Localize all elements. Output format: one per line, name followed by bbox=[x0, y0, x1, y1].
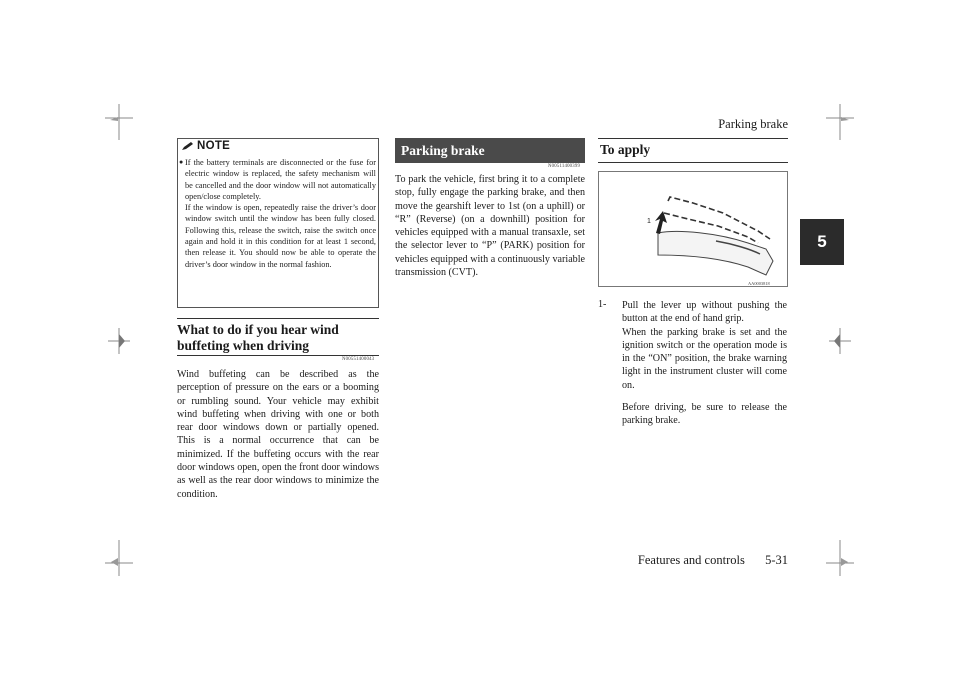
chapter-tab: 5 bbox=[800, 219, 844, 265]
parking-section-ref: N00511400399 bbox=[548, 164, 581, 169]
step-number: 1- bbox=[598, 299, 607, 310]
parking-lever-illustration bbox=[598, 171, 788, 287]
wind-section-heading: What to do if you hear wind buffeting when driving bbox=[177, 318, 379, 356]
note-label bbox=[181, 140, 230, 152]
running-footer bbox=[638, 553, 788, 568]
step-instruction: Pull the lever up without pushing the button at the end of hand grip. bbox=[622, 300, 787, 325]
parking-section-heading: Parking brake bbox=[395, 138, 585, 163]
note-paragraph: If the battery terminals are disconnected or the fuse for electric window is replaced, the safety mechanism will be cancelled and the door window will not automatically open/close completely. bbox=[185, 158, 376, 201]
figure-code: AA0003818 bbox=[748, 281, 770, 286]
note-text bbox=[179, 157, 376, 270]
pencil-icon bbox=[181, 141, 195, 151]
page-number: 5-31 bbox=[765, 553, 788, 567]
parking-section-body: To park the vehicle, first bring it to a complete stop, fully engage the parking brake, and then move the gearshift lever to 1st (on a uphill) or “R” (Reverse) (on a downhill) position for vehicles equipped with a manual transaxle, set the selector lever to “P” (PARK) position for vehicles equipped with a continuously variable transmission (CVT). bbox=[395, 174, 585, 279]
figure-callout: 1 bbox=[647, 218, 651, 225]
note-label-text: NOTE bbox=[197, 140, 231, 152]
step-text bbox=[622, 299, 787, 428]
step-caution: Before driving, be sure to release the parking brake. bbox=[622, 402, 787, 427]
wind-section-ref: N00551400043 bbox=[342, 357, 375, 362]
apply-section-heading: To apply bbox=[598, 138, 788, 163]
bullet-icon: ● bbox=[179, 158, 184, 166]
note-paragraph: If the window is open, repeatedly raise the driver’s door window switch until the window has been fully closed. Following this, release the switch, raise the switch once again and hold it in this condition for at least 1 second, then release it. You should now be able to operate the driver’s door window in the normal fashion. bbox=[185, 203, 376, 269]
wind-section-body: Wind buffeting can be described as the perception of pressure on the ears or a booming or rumbling sound. Your vehicle may exhibit wind buffeting when driving with one or both rear door windows down or partially opened. This is a normal occurrence that can be minimized. If the buffeting occurs with the rear door windows open, open the front door windows as well as the rear door windows to minimize the condition. bbox=[177, 369, 379, 500]
running-header: Parking brake bbox=[718, 117, 788, 131]
footer-section: Features and controls bbox=[637, 553, 745, 567]
step-detail: When the parking brake is set and the ignition switch or the operation mode is in the “ON” position, the brake warning light in the instrument cluster will come on. bbox=[622, 326, 787, 391]
